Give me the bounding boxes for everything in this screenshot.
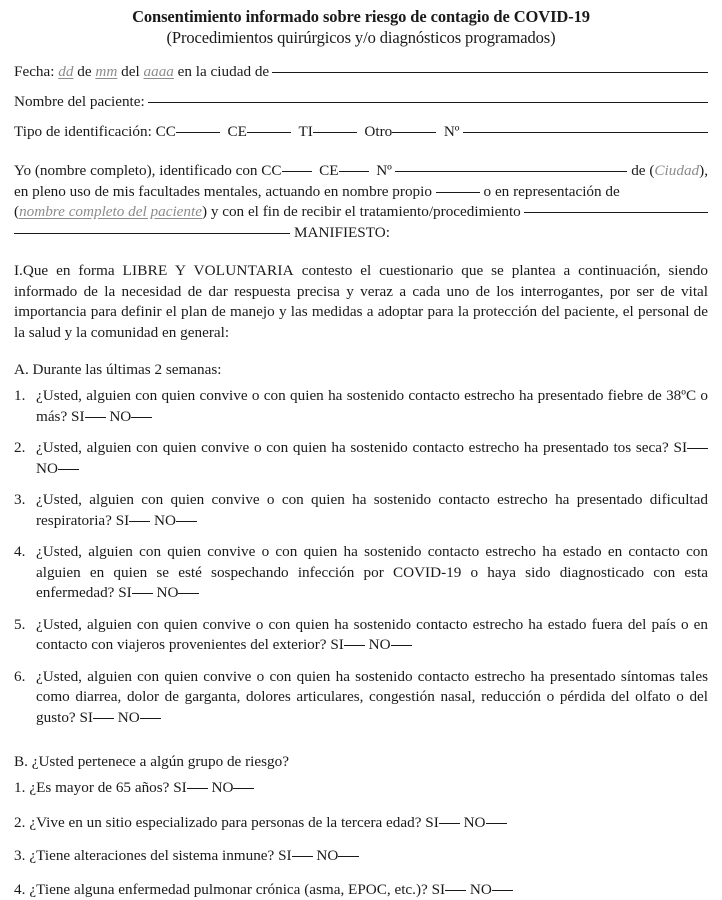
section-a-q1-si-label: SI [71,408,85,425]
section-a-q4-si-label: SI [118,584,132,601]
manifiesto-text-after: contesto el cuestionario que se plantea a continuación, siendo informado de la necesidad de dar respuesta precisa y veraz a cada uno de los interrogantes, por ser de vital importancia para definir el plan de manejo y las medidas a adoptar para la protección del paciente, el personal de la salud y la comunidad en general: [14,262,708,341]
title-line-2: (Procedimientos quirúrgicos y/o diagnósticos programados) [14,27,708,48]
field-fecha [14,61,708,82]
fecha-month-placeholder[interactable]: mm [95,61,117,82]
declaration-line-1 [14,161,708,182]
section-a-q5-si-blank[interactable] [344,645,365,646]
section-a-question-6 [14,667,708,729]
section-a-q3-no-blank[interactable] [176,521,197,522]
section-a-q1-si-blank[interactable] [85,417,106,418]
declaration-line1-c: Nº [376,161,392,182]
declaration-line2-b: o en representación de [484,182,620,203]
section-b-q4-si-label: SI [432,881,446,898]
declaration-procedimiento-rule[interactable] [524,212,708,213]
section-a-q3-no-label: NO [154,512,176,529]
fecha-day-placeholder[interactable]: dd [58,61,73,82]
section-a-question-3-text: ¿Usted, alguien con quien convive o con quien ha sostenido contacto estrecho ha presentado dificultad respiratoria? [36,491,708,529]
declaration-line1-d: de ( [631,161,654,182]
section-b-q1-no-blank[interactable] [233,788,254,789]
fecha-city-label: en la ciudad de [178,61,270,82]
section-a-question-3 [14,490,708,531]
section-b-q2-no-blank[interactable] [486,823,507,824]
id-option-otro-blank[interactable] [392,132,436,133]
section-b-q3-si-blank[interactable] [292,856,313,857]
declaration-line-3 [14,202,708,223]
section-a-q1-no-blank[interactable] [131,417,152,418]
section-a-question-6-number: 6. [14,667,36,688]
id-numero-input-rule[interactable] [463,132,708,133]
declaration-block [14,161,708,243]
id-option-ti-blank[interactable] [313,132,357,133]
field-tipo-identificacion [14,121,708,142]
section-b-question-3-text: ¿Tiene alteraciones del sistema inmune? [29,847,274,864]
id-option-ce-blank[interactable] [247,132,291,133]
manifiesto-label: MANIFIESTO: [294,223,390,244]
field-nombre-paciente [14,91,708,112]
section-b-question-list [14,778,708,900]
section-b-q1-no-label: NO [212,779,234,796]
section-b-question-4-number: 4. [14,880,25,900]
section-a-question-1-number: 1. [14,386,36,407]
section-a-question-4-number: 4. [14,542,36,563]
fecha-city-input-rule[interactable] [272,72,708,73]
section-b-question-1-text: ¿Es mayor de 65 años? [29,779,169,796]
declaration-line1-e: ), [699,161,708,182]
declaration-line-4 [14,223,708,244]
declaration-numero-rule[interactable] [395,171,628,172]
section-a-question-2-number: 2. [14,438,36,459]
declaration-patient-name-placeholder[interactable]: nombre completo del paciente [19,202,202,223]
section-a-q1-no-label: NO [109,408,131,425]
section-a-q5-no-label: NO [369,636,391,653]
section-a-question-4-text: ¿Usted, alguien con quien convive o con quien ha sostenido contacto estrecho ha estado en contacto con alguien en quien se esté sospechando infección por COVID-19 o haya sido diagnosticado con esta enfermedad? [36,543,708,601]
section-a-question-2-text: ¿Usted, alguien con quien convive o con quien ha sostenido contacto estrecho ha presentado tos seca? [36,439,669,456]
section-a-question-6-text: ¿Usted, alguien con quien convive o con quien ha sostenido contacto estrecho ha presentado síntomas tales como diarrea, dolor de garganta, dolores articulares, congestión nasal, reducción o pérdida del olfato o del gusto? [36,668,708,726]
declaration-line3-b: ) y con el fin de recibir el tratamiento/procedimiento [202,202,521,223]
declaration-nombre-propio-blank[interactable] [436,192,480,193]
title-line-1: Consentimiento informado sobre riesgo de contagio de COVID-19 [14,6,708,27]
section-b-q2-si-label: SI [425,814,439,831]
section-b-question-1-number: 1. [14,778,25,799]
section-b-q3-no-blank[interactable] [338,856,359,857]
section-b-q2-no-label: NO [464,814,486,831]
declaration-line3-a: ( [14,202,19,223]
section-a-q2-si-blank[interactable] [687,448,708,449]
section-b-question-4 [14,880,708,900]
section-a-q5-si-label: SI [330,636,344,653]
manifiesto-text-before: Que en forma [23,262,123,279]
section-b-question-3 [14,846,708,867]
section-a-q6-si-blank[interactable] [93,718,114,719]
declaration-line1-b: CE [319,161,338,182]
section-a-q2-si-label: SI [674,439,688,456]
declaration-cc-blank[interactable] [282,171,312,172]
manifiesto-roman: I. [14,262,23,279]
declaration-city-placeholder[interactable]: Ciudad [654,161,699,182]
fecha-sep-day-month: de [77,61,91,82]
section-b-heading: B. ¿Usted pertenece a algún grupo de riesgo? [14,751,708,772]
declaration-line2-a: en pleno uso de mis facultades mentales, actuando en nombre propio [14,182,432,203]
section-a-question-2 [14,438,708,479]
declaration-ce-blank[interactable] [339,171,369,172]
declaration-procedimiento-rule-cont[interactable] [14,233,290,234]
section-a-q4-no-blank[interactable] [178,593,199,594]
section-a-q3-si-blank[interactable] [129,521,150,522]
section-a-question-4 [14,542,708,604]
section-a-question-5-text: ¿Usted, alguien con quien convive o con quien ha sostenido contacto estrecho ha estado fuera del país o en contacto con viajeros provenientes del exterior? [36,616,708,654]
manifiesto-paragraph [14,261,708,343]
id-option-otro: Otro [364,121,392,142]
fecha-year-placeholder[interactable]: aaaa [144,61,174,82]
section-a-question-list [14,386,708,728]
section-b-question-2-number: 2. [14,813,25,834]
section-b-q4-no-label: NO [470,881,492,898]
id-option-cc: CC [156,121,176,142]
section-b-q3-no-label: NO [316,847,338,864]
section-a-q5-no-blank[interactable] [391,645,412,646]
section-b-q4-no-blank[interactable] [492,890,513,891]
declaration-line1-a: Yo (nombre completo), identificado con CC [14,161,282,182]
section-b-question-2-text: ¿Vive en un sitio especializado para personas de la tercera edad? [29,814,421,831]
declaration-line-2 [14,182,708,203]
section-a-question-1-text: ¿Usted, alguien con quien convive o con quien ha sostenido contacto estrecho ha presentado fiebre de 38ºC o más? [36,387,708,425]
section-b-q4-si-blank[interactable] [445,890,466,891]
section-a-question-1 [14,386,708,427]
fecha-label: Fecha: [14,61,54,82]
section-a-q4-no-label: NO [157,584,179,601]
section-b-q2-si-blank[interactable] [439,823,460,824]
tipo-identificacion-label: Tipo de identificación: [14,121,152,142]
section-a-question-5-number: 5. [14,615,36,636]
id-numero-label: Nº [444,121,460,142]
section-a-q4-si-blank[interactable] [132,593,153,594]
section-a-question-5 [14,615,708,656]
section-b-q3-si-label: SI [278,847,292,864]
section-b-question-1 [14,778,708,799]
section-a-q2-no-label: NO [36,460,58,477]
section-b-q1-si-label: SI [173,779,187,796]
id-option-ti: TI [298,121,312,142]
section-b-question-3-number: 3. [14,846,25,867]
section-b-question-4-text: ¿Tiene alguna enfermedad pulmonar crónica (asma, EPOC, etc.)? [29,881,427,898]
section-a-question-3-number: 3. [14,490,36,511]
section-a-q6-no-blank[interactable] [140,718,161,719]
nombre-paciente-input-rule[interactable] [148,102,708,103]
fecha-sep-month-year: del [121,61,140,82]
section-b-question-2 [14,813,708,834]
section-a-q2-no-blank[interactable] [58,469,79,470]
section-a-heading: A. Durante las últimas 2 semanas: [14,359,708,380]
section-a-q6-si-label: SI [79,709,93,726]
section-b-q1-si-blank[interactable] [187,788,208,789]
id-option-cc-blank[interactable] [176,132,220,133]
section-a-q3-si-label: SI [116,512,130,529]
section-a-q6-no-label: NO [118,709,140,726]
document-title [14,6,708,48]
id-option-ce: CE [227,121,246,142]
manifiesto-caps: LIBRE Y VOLUNTARIA [123,262,294,279]
nombre-paciente-label: Nombre del paciente: [14,91,145,112]
